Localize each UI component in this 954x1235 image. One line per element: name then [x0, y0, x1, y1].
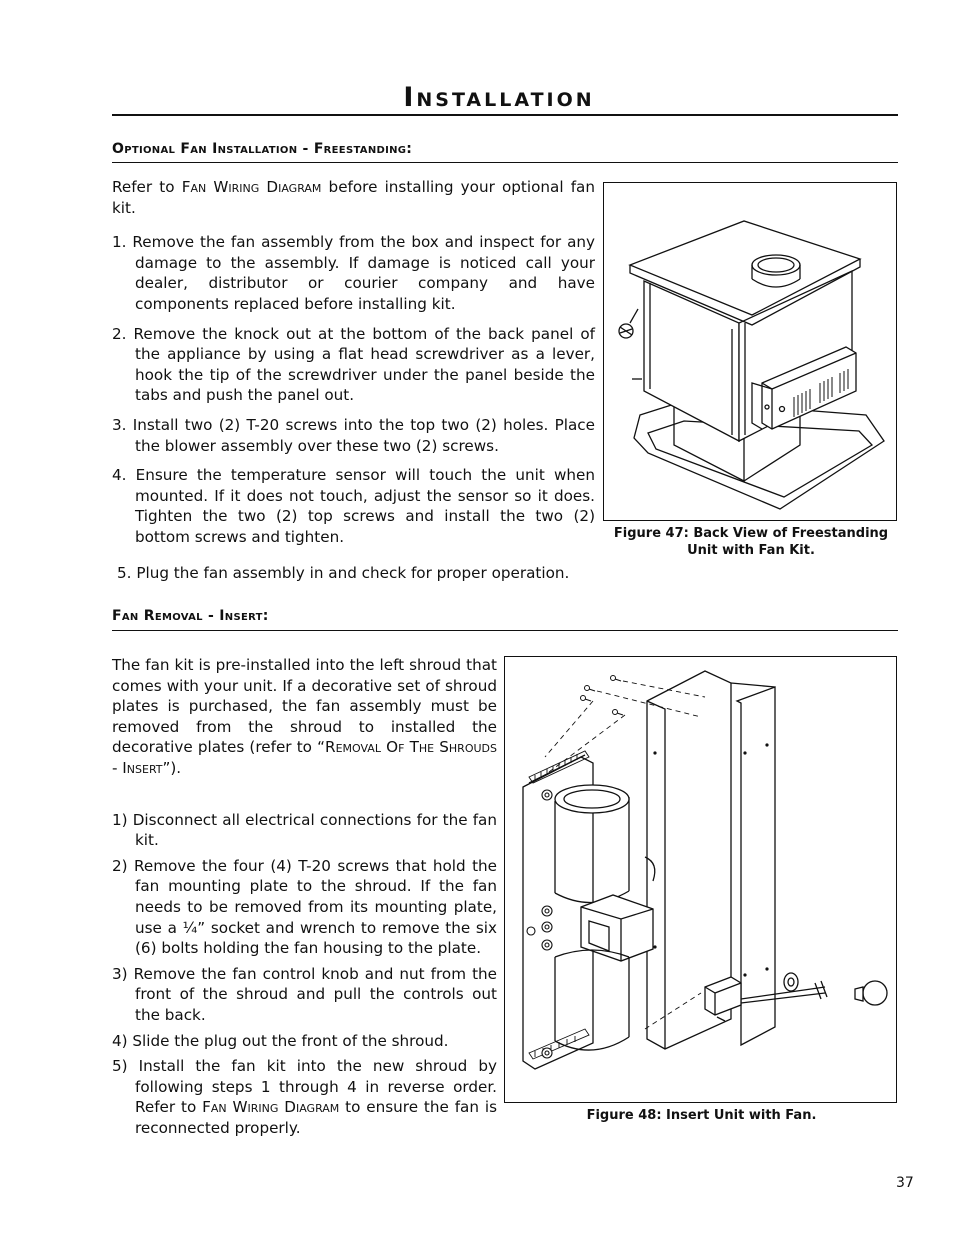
list-item: 1) Disconnect all electrical connections for the fan kit. [112, 810, 497, 850]
list-item: 2. Remove the knock out at the bottom of the back panel of the appliance by using a flat head screwdriver as a lever, hook the tip of the screwdriver under the panel beside the tabs and push the panel out. [112, 324, 595, 405]
intro-text: The fan kit is pre-installed into the left shroud that comes with your unit. If a decorative set of shroud plates is purchased, the fan assembly must be removed from the shroud to installed the decorative plates (refer to “ [112, 656, 497, 757]
title-rule [112, 114, 898, 116]
intro-text-end: ”). [162, 758, 182, 777]
removal-of-shrouds-reference: Removal Of The Shrouds - Insert [112, 738, 497, 777]
step5-text: 5) Install the fan kit into the new shroud by following steps 1 through 4 in reverse order. Refer to [112, 1057, 497, 1117]
section2-text [112, 655, 497, 1138]
figure-47-freestanding-back-view [603, 182, 897, 521]
page-title: Installation [403, 82, 595, 113]
intro-text: Refer to [112, 178, 182, 196]
list-item: 3) Remove the fan control knob and nut from the front of the shroud and pull the controls out the back. [112, 964, 497, 1024]
section-heading-fan-removal-insert: Fan Removal - Insert: [112, 608, 269, 624]
section1-text [112, 177, 595, 557]
fan-wiring-diagram-reference: Fan Wiring Diagram [181, 178, 322, 196]
figure-48-insert-unit-fan [504, 656, 897, 1103]
list-item: 3. Install two (2) T-20 screws into the top two (2) holes. Place the blower assembly over these two (2) screws. [112, 415, 595, 455]
list-item: 2) Remove the four (4) T-20 screws that hold the fan mounting plate to the shroud. If the fan needs to be removed from its mounting plate, use a ¼” socket and wrench to remove the six (6) bolts holding the fan housing to the plate. [112, 856, 497, 958]
section2-intro [112, 655, 497, 779]
section-rule-1 [112, 162, 898, 163]
list-item: 4) Slide the plug out the front of the shroud. [112, 1031, 449, 1050]
caption-line: Figure 47: Back View of Freestanding [613, 526, 889, 541]
step5-text-end: to ensure the fan is reconnected properly. [135, 1098, 497, 1137]
figure-48-caption: Figure 48: Insert Unit with Fan. [586, 1108, 817, 1123]
list-item-step5: 5. Plug the fan assembly in and check for proper operation. [117, 564, 570, 582]
stove-illustration [604, 183, 896, 520]
insert-fan-illustration [505, 657, 896, 1102]
list-item: 1. Remove the fan assembly from the box and inspect for any damage to the assembly. If damage is noticed call your dealer, distributor or courier company and have components replaced before installing kit. [112, 233, 595, 313]
intro-text-end: before installing your optional fan kit. [112, 178, 595, 217]
section1-intro [112, 177, 595, 218]
page-number: 37 [896, 1175, 914, 1191]
section-heading-fan-freestanding: Optional Fan Installation - Freestanding: [112, 141, 413, 157]
list-item: 4. Ensure the temperature sensor will touch the unit when mounted. If it does not touch, adjust the sensor so it does. Tighten the two (2) top screws and install the two (2) bottom screws and tighten. [112, 466, 595, 546]
section-rule-2 [112, 630, 898, 631]
fan-wiring-diagram-reference: Fan Wiring Diagram [202, 1098, 340, 1117]
caption-line: Unit with Fan Kit. [687, 543, 815, 558]
list-item [112, 1056, 497, 1138]
figure-47-caption [603, 525, 899, 559]
